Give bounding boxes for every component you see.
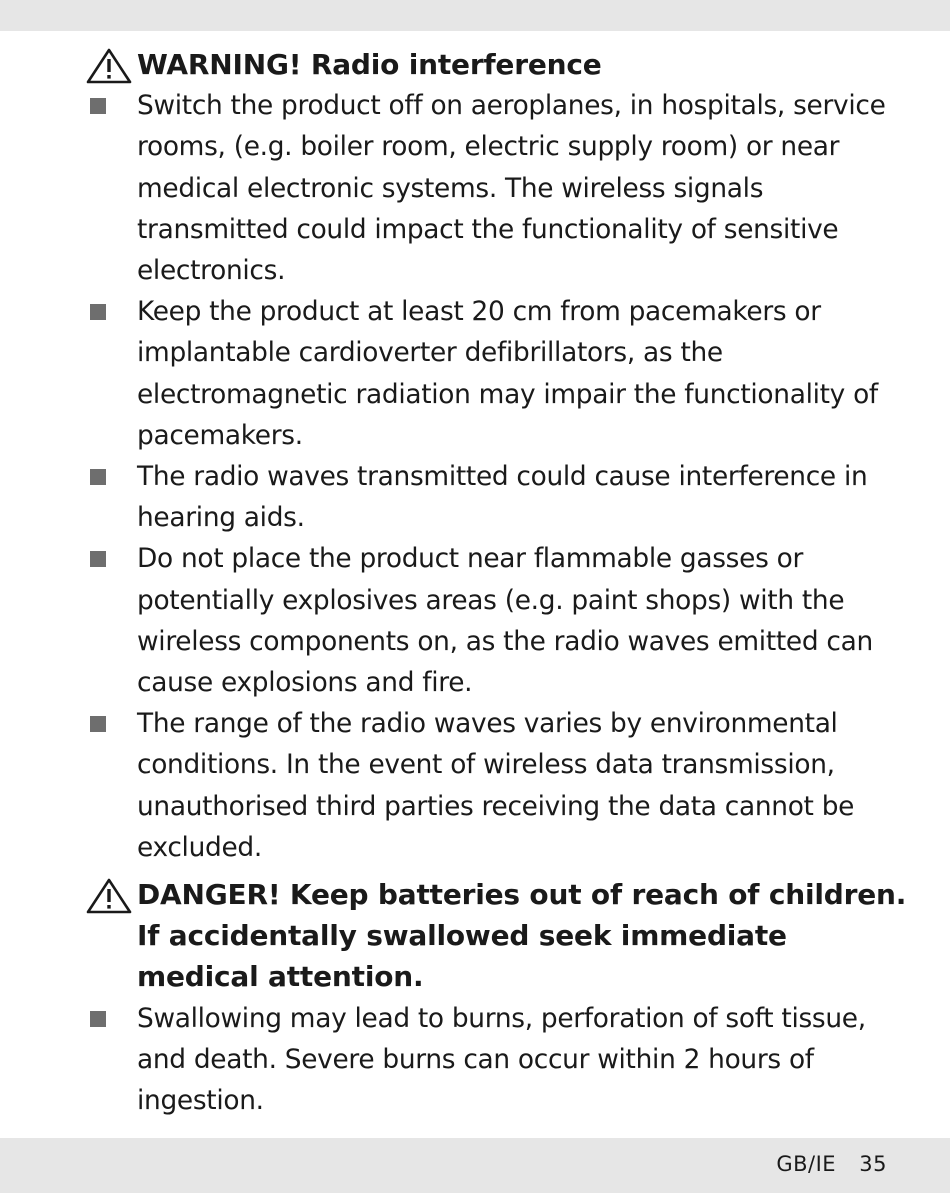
list-item [0,998,950,1122]
list-item [0,456,950,538]
list-item-text: Swallowing may lead to burns, perforation of soft tissue, and death. Severe burns can occur within 2 hours of ingestion. [137,1002,866,1117]
list-item-text: Do not place the product near flammable gasses or potentially explosives areas (e.g. paint shops) with the wireless components on, as the radio waves emitted can cause explosions and fire. [137,543,873,699]
bullet-square [90,98,106,114]
bullet-square [90,716,106,732]
list-item-text: Switch the product off on aeroplanes, in hospitals, service rooms, (e.g. boiler room, electric supply room) or near medical electronic systems. The wireless signals transmitted could impact the functionality of sensitive electronics. [137,90,886,287]
warning-triangle-icon [86,48,132,84]
bullet-square [90,469,106,485]
list-item [0,538,950,703]
warning-heading [0,44,950,85]
warning-heading-text: WARNING! Radio interference [137,48,602,81]
warning-triangle-icon [86,878,132,914]
page-footer [776,1152,887,1176]
danger-list [0,998,950,1122]
list-item-text: The range of the radio waves varies by environmental conditions. In the event of wireless data transmission, unauthorised third parties receiving the data cannot be excluded. [137,708,855,863]
bullet-square [90,1011,106,1027]
top-band [0,0,950,31]
page-content [0,44,950,1121]
footer-region: GB/IE [776,1152,837,1176]
bullet-square [90,551,106,567]
list-item [0,85,950,291]
list-item [0,703,950,868]
page-number: 35 [859,1152,887,1176]
warning-list [0,85,950,868]
bullet-square [90,304,106,320]
danger-heading-text: DANGER! Keep batteries out of reach of children. If accidentally swallowed seek immediate medical attention. [137,878,907,994]
list-item-text: The radio waves transmitted could cause interference in hearing aids. [137,461,868,534]
list-item [0,291,950,456]
danger-heading [0,874,950,998]
list-item-text: Keep the product at least 20 cm from pacemakers or implantable cardioverter defibrillators, as the electromagnetic radiation may impair the functionality of pacemakers. [137,296,878,451]
